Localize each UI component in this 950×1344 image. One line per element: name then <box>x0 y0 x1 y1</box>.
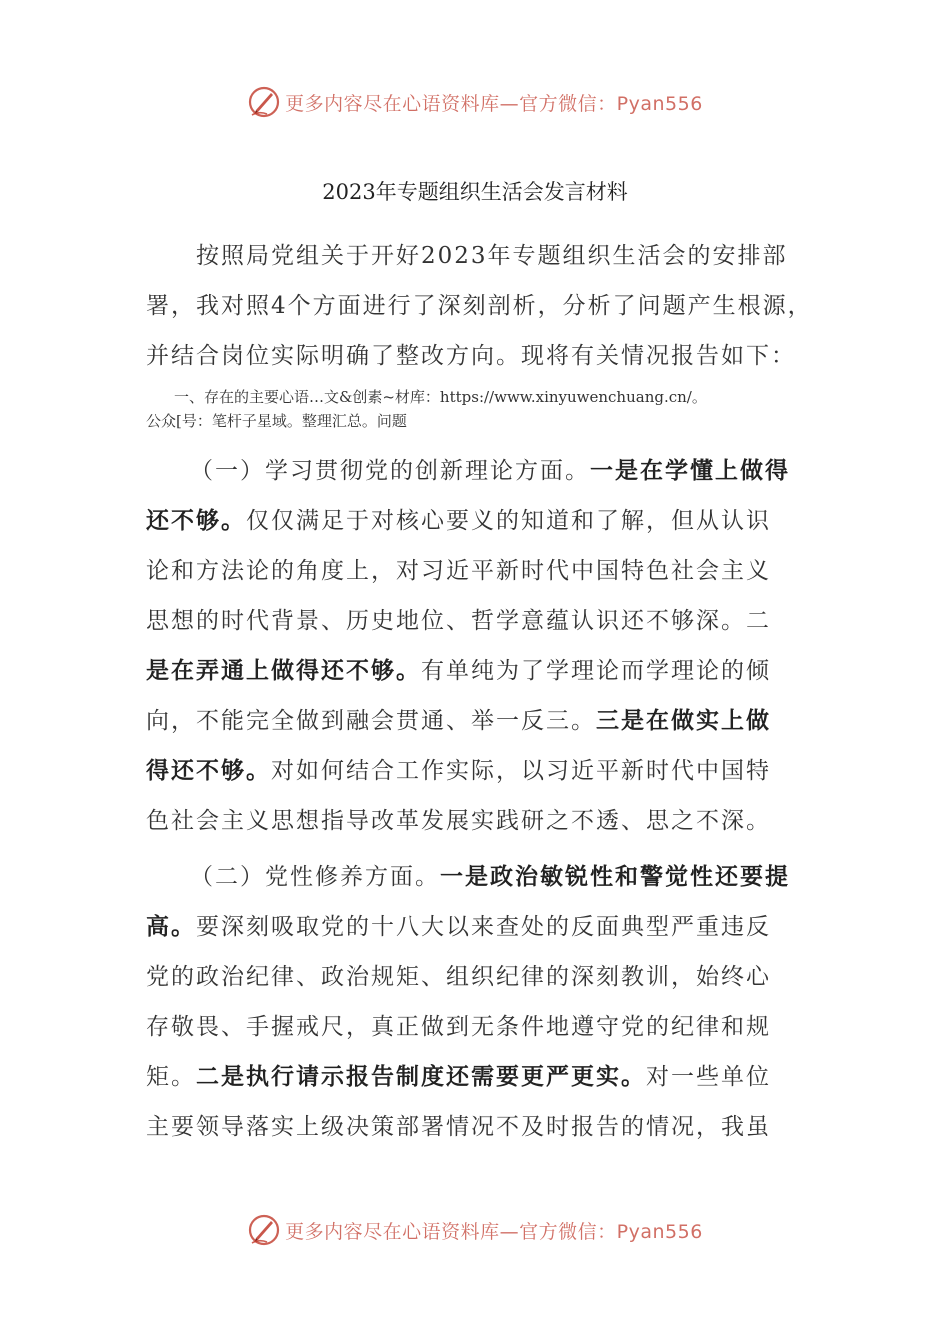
bold-point: 得还不够。 <box>146 757 271 784</box>
text-span: 对一些单位 <box>646 1064 771 1090</box>
quill-logo-icon <box>247 1213 281 1247</box>
intro-paragraph <box>146 231 816 381</box>
text-line: 按照局党组关于开好2023年专题组织生活会的安排部 <box>196 243 788 269</box>
header-watermark-banner <box>0 80 950 124</box>
part2-heading: （二）党性修养方面。 <box>190 864 440 890</box>
section-heading <box>146 385 826 433</box>
text-line <box>146 446 816 496</box>
text-line: 存敬畏、手握戒尺，真正做到无条件地遵守党的纪律和规 <box>146 1014 771 1040</box>
text-span: 矩。 <box>146 1064 196 1090</box>
section-heading-line: 公众[号：笔杆子星域。整理汇总。问题 <box>146 412 407 430</box>
part2-paragraph <box>146 852 816 1152</box>
text-line: 署，我对照4个方面进行了深刻剖析，分析了问题产生根源， <box>146 293 813 319</box>
part1-paragraph <box>146 446 816 846</box>
text-span: 向，不能完全做到融会贯通、举一反三。 <box>146 708 596 734</box>
section-heading-line: 一、存在的主要心语…文&创素~材库：https://www.xinyuwenchuang.cn/。 <box>174 388 707 406</box>
part1-heading: （一）学习贯彻党的创新理论方面。 <box>190 458 590 484</box>
text-line <box>146 746 816 796</box>
text-span: 有单纯为了学理论而学理论的倾 <box>421 658 771 684</box>
text-line: 党的政治纪律、政治规矩、组织纪律的深刻教训，始终心 <box>146 964 771 990</box>
bold-point: 一是在学懂上做得 <box>590 457 790 484</box>
text-line <box>146 1052 816 1102</box>
watermark-text: 更多内容尽在心语资料库—官方微信：Pyan556 <box>285 1220 703 1243</box>
text-line: 论和方法论的角度上，对习近平新时代中国特色社会主义 <box>146 558 771 584</box>
text-line <box>146 696 816 746</box>
text-line: 并结合岗位实际明确了整改方向。现将有关情况报告如下： <box>146 343 796 369</box>
quill-logo-icon <box>247 85 281 119</box>
document-title: 2023年专题组织生活会发言材料 <box>322 180 628 204</box>
text-span: 仅仅满足于对核心要义的知道和了解，但从认识 <box>246 508 771 534</box>
text-span: 要深刻吸取党的十八大以来查处的反面典型严重违反 <box>196 914 771 940</box>
bold-point: 三是在做实上做 <box>596 707 771 734</box>
bold-point: 高。 <box>146 913 196 940</box>
text-line <box>146 852 816 902</box>
bold-point: 二是执行请示报告制度还需要更严更实。 <box>196 1063 646 1090</box>
text-line <box>146 646 816 696</box>
bold-point: 是在弄通上做得还不够。 <box>146 657 421 684</box>
text-line: 主要领导落实上级决策部署情况不及时报告的情况，我虽 <box>146 1114 771 1140</box>
text-line <box>146 902 816 952</box>
text-line <box>146 496 816 546</box>
footer-watermark-banner <box>0 1208 950 1252</box>
text-span: 对如何结合工作实际，以习近平新时代中国特 <box>271 758 771 784</box>
bold-point: 还不够。 <box>146 507 246 534</box>
bold-point: 一是政治敏锐性和警觉性还要提 <box>440 863 790 890</box>
text-line: 思想的时代背景、历史地位、哲学意蕴认识还不够深。二 <box>146 608 771 634</box>
text-line: 色社会主义思想指导改革发展实践研之不透、思之不深。 <box>146 808 771 834</box>
watermark-text: 更多内容尽在心语资料库—官方微信：Pyan556 <box>285 92 703 115</box>
